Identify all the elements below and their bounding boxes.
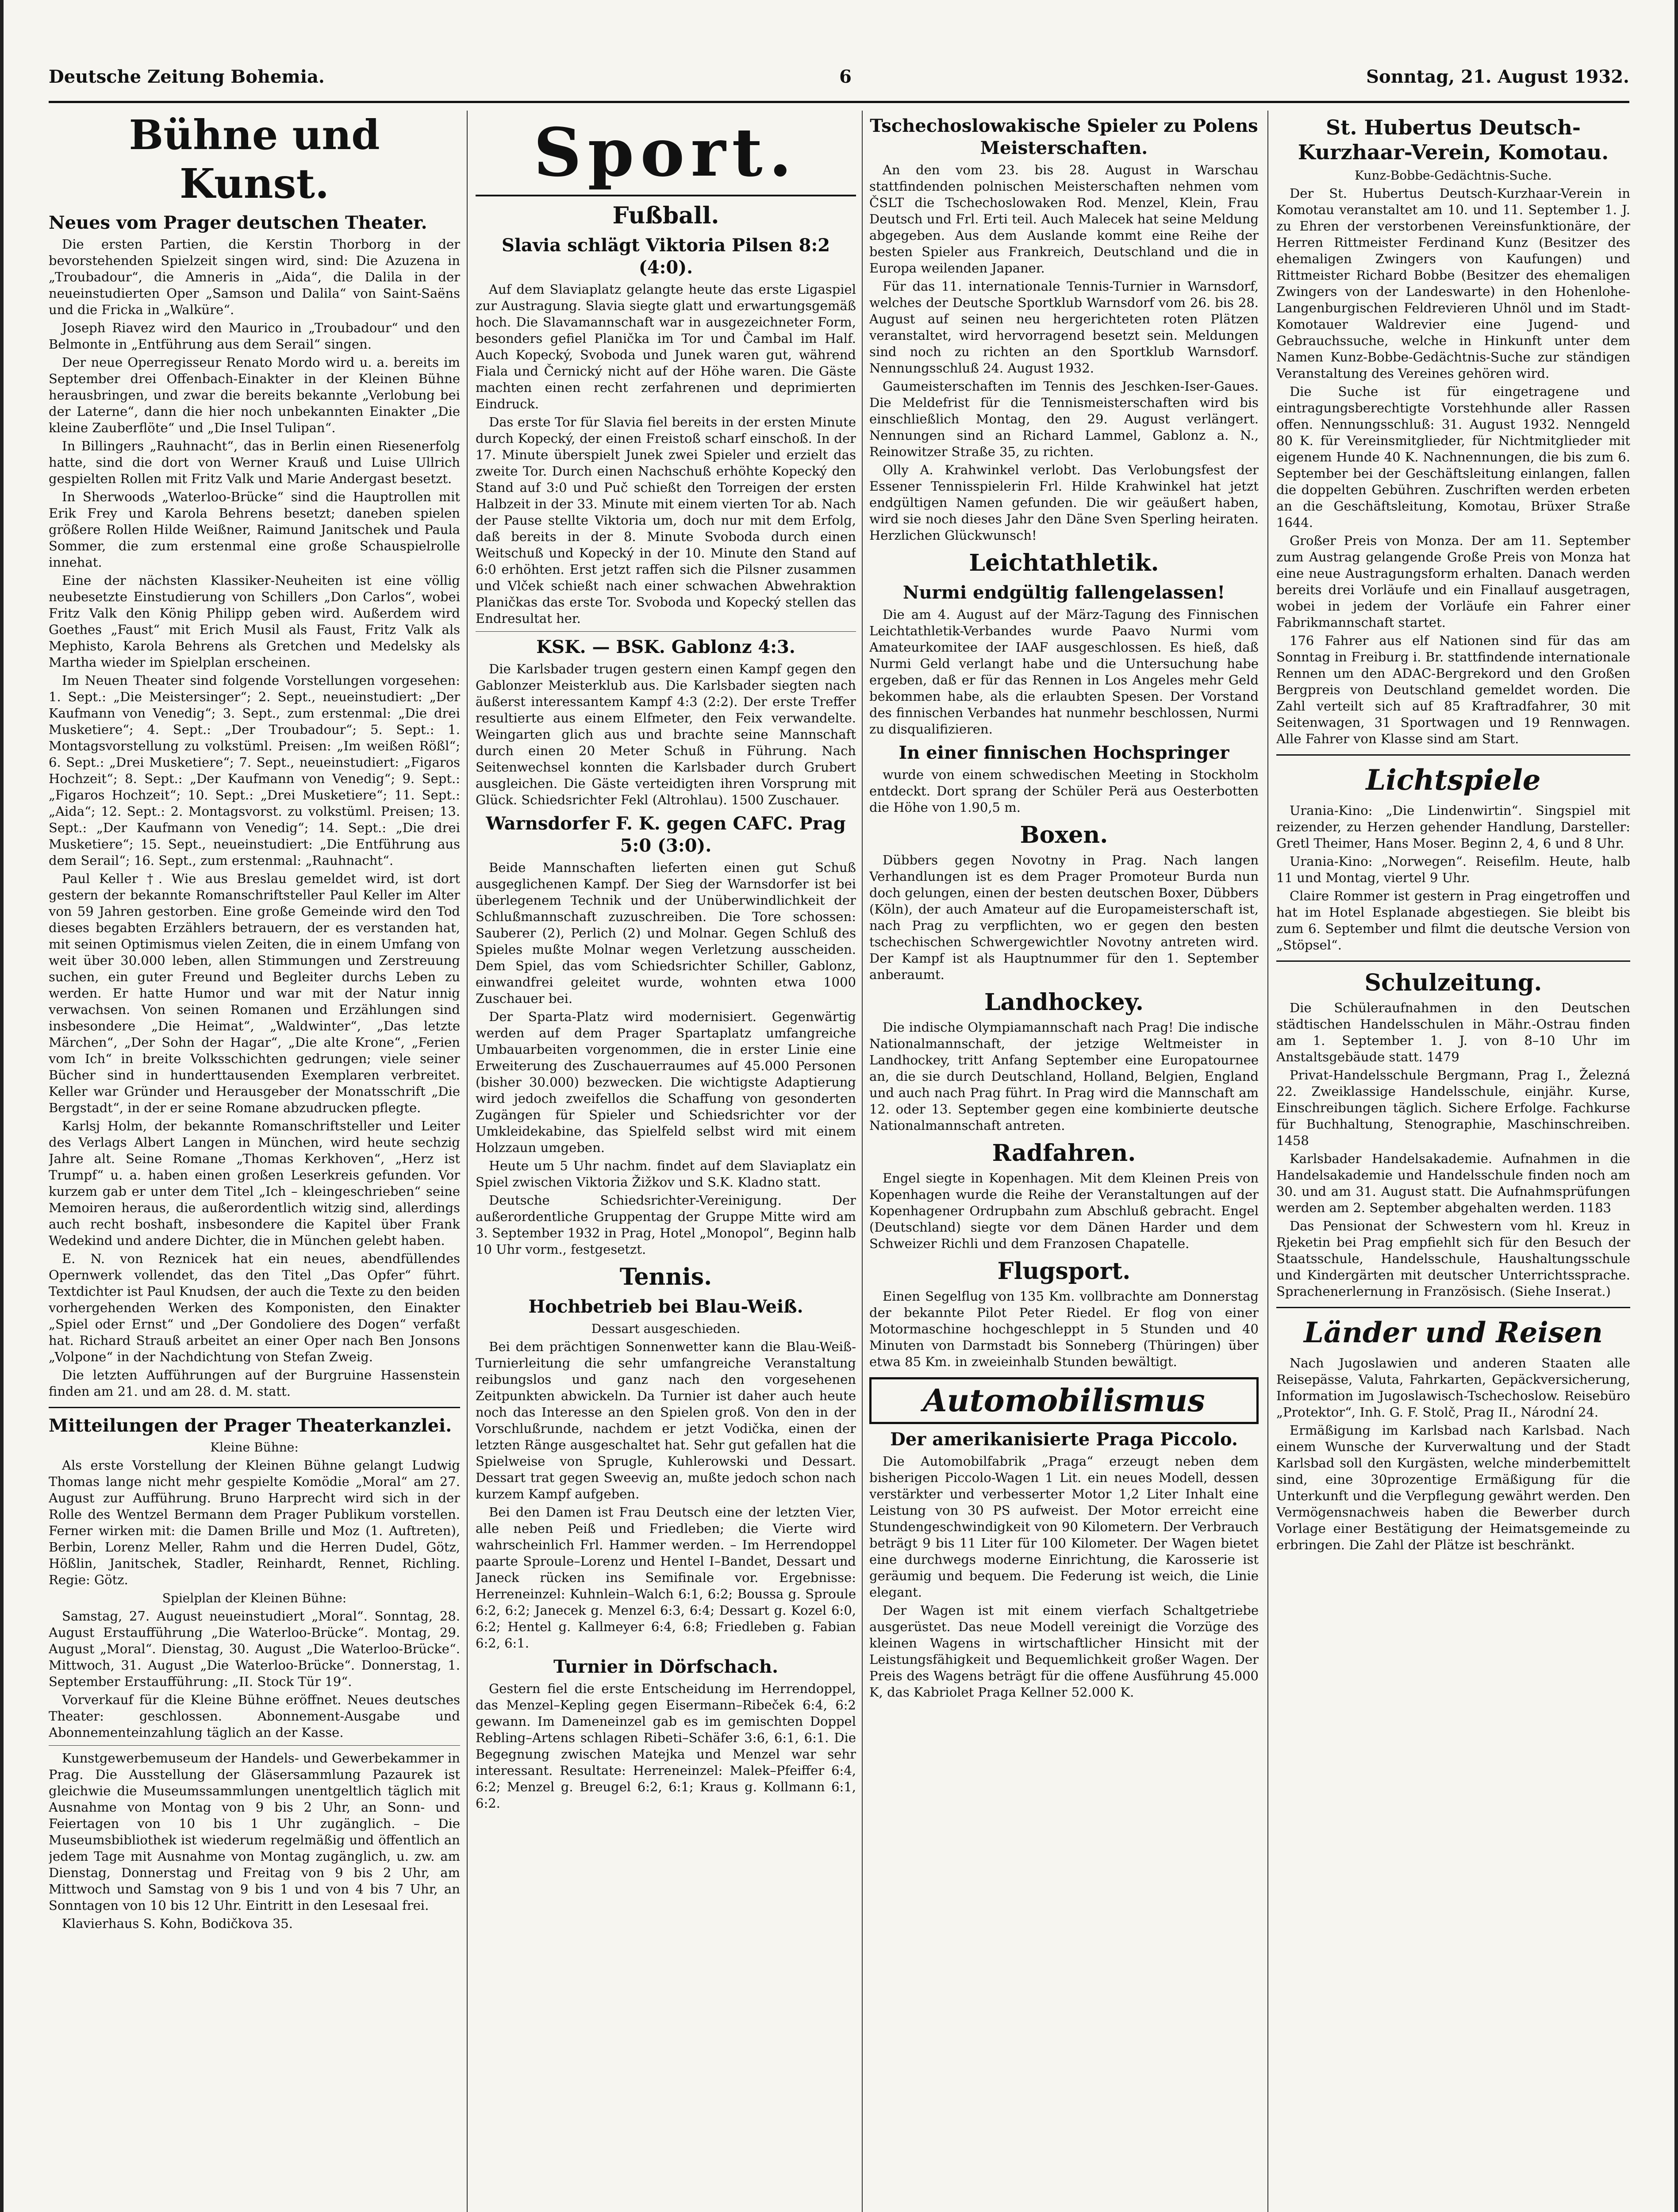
section-heading-automobilismus: Automobilismus [869,1377,1259,1424]
article-heading-theaterkanzlei: Mitteilungen der Prager Theaterkanzlei. [49,1415,452,1436]
paragraph: Olly A. Krahwinkel verlobt. Das Verlobungsfest der Essener Tennisspielerin Frl. Hilde Krahwinkel hat jetzt endgültigen Namen gefunden. Die wir geäußert haben, wird sie noch dieses Jahr den Däne Sven Sperling heiraten. Herzlichen Glückwunsch! [869,462,1259,543]
article-subheading: Kunz-Bobbe-Gedächtnis-Suche. [1355,168,1552,183]
scan-edge-right [1674,0,1678,2212]
section-heading-radfahren: Radfahren. [992,1140,1136,1167]
paragraph: Bei den Damen ist Frau Deutsch eine der letzten Vier, alle neben Peiß und Friedleben; die Vierte wird wahrscheinlich Frl. Hammer werden. – Im Herrendoppel paarte Sproule–Lorenz und Hentel I–Bandet, Dessart und Janeck rücken ins Semifinale vor. Ergebnisse: Herreneinzel: Kuhnlein–Walch 6:1, 6:2; Boussa g. Sproule 6:2, 6:2; Janecek g. Menzel 6:3, 6:4; Dessart g. Kozel 6:0, 6:2; Hentel g. Kallmeyer 6:4, 6:8; Friedleben g. Fabian 6:2, 6:1. [476,1505,856,1651]
paragraph: Bei dem prächtigen Sonnenwetter kann die Blau-Weiß-Turnierleitung die sehr umfangreiche Veranstaltung reibungslos und ganz nach den vorgesehenen Zeitpunkten abwickeln. Da Turnier ist daher auch heute noch das Interesse an den Spielen groß. Von den in der Vorschlußrunde, nachdem er jetzt Vodička, einen der letzten Ränge ausgeschaltet hat. Sehr gut gefallen hat die Spielweise von Sprugle, Kuhlerowski und Dessart. Dessart trat gegen Sweevig an, mußte jedoch schon nach kurzem Kampf aufgeben. [476,1339,856,1502]
paragraph: Engel siegte in Kopenhagen. Mit dem Kleinen Preis von Kopenhagen wurde die Reihe der Veranstaltungen auf der Kopenhagener Ordrupbahn zum Abschluß gebracht. Engel (Deutschland) siegte vor dem Dänen Harder und dem Schweizer Richli und dem Franzosen Chapatelle. [869,1171,1259,1251]
paragraph: Karlsj Holm, der bekannte Romanschriftsteller und Leiter des Verlags Albert Langen in München, wird heute sechzig Jahre alt. Seine Romane „Thomas Kerkhoven“, „Herz ist Trumpf“ u. a. haben einen großen Leserkreis gefunden. Vor kurzem gab er unter dem Titel „Ich – kleingeschrieben“ seine Memoiren heraus, die außerordentlich witzig sind, allerdings auch recht boshaft, insbesondere die Kapitel über Frank Wedekind und andere Dichter, die in München gelebt haben. [49,1118,460,1248]
paragraph: Die am 4. August auf der März-Tagung des Finnischen Leichtathletik-Verbandes wurde Paavo Nurmi vom Amateurkomitee der IAAF ausgeschlossen. Es hieß, daß Nurmi Geld verlangt habe und die Untersuchung habe ergeben, daß er für das Rennen in Los Angeles mehr Geld bekommen habe, als die erlaubten Spesen. Der Vorstand des finnischen Verbandes hat nunmehr beschlossen, Nurmi zu disqualifizieren. [869,607,1259,737]
paragraph: Das Pensionat der Schwestern vom hl. Kreuz in Rjeketin bei Prag empfiehlt sich für den Besuch der Staatsschule, Handelsschule, Haushaltungsschule und Kindergärten mit deutscher Unterrichtssprache. Sprachenerlernung in Französisch. (Siehe Inserat.) [1276,1218,1630,1299]
paragraph: Die Suche ist für eingetragene und eintragungsberechtigte Vorstehhunde aller Rassen offen. Nennungsschluß: 31. August 1932. Nenngeld 80 K. für Vereinsmitglieder, für Nichtmitglieder mit eigenem Hunde 40 K. Nachnennungen, die bis zum 6. September bei der Geschäftsleitung einlangen, fallen die doppelten Gebühren. Zuschriften werden erbeten an die Geschäftsleitung, Komotau, Brüxer Straße 1644. [1276,384,1630,530]
paragraph: Karlsbader Handelsakademie. Aufnahmen in die Handelsakademie und Handelsschule finden noch am 30. und am 31. August statt. Die Aufnahmsprüfungen werden am 2. September abgehalten werden. 1183 [1276,1151,1630,1215]
paragraph: 176 Fahrer aus elf Nationen sind für das am Sonntag in Freiburg i. Br. stattfindende internationale Rennen um den ADAC-Bergrekord und den Großen Bergpreis von Deutschland gemeldet worden. Die Zahl verteilt sich auf 85 Kraftradfahrer, 30 mit Seitenwagen, 31 Sportwagen und 19 Rennwagen. Alle Fahrer von Klasse sind am Start. [1276,633,1630,746]
paragraph: Deutsche Schiedsrichter-Vereinigung. Der außerordentliche Gruppentag der Gruppe Mitte wird am 3. September 1932 in Prag, Hotel „Monopol“, Beginn halb 10 Uhr vorm., festgesetzt. [476,1193,856,1257]
column-vereine-und-nachrichten [1276,111,1630,2212]
section-heading-tennis: Tennis. [619,1263,712,1290]
section-heading-schulzeitung: Schulzeitung. [1364,969,1542,996]
paragraph: Klavierhaus S. Kohn, Bodičkova 35. [62,1916,293,1931]
section-heading-fussball: Fußball. [612,202,719,229]
paragraph: Kunstgewerbemuseum der Handels- und Gewerbekammer in Prag. Die Ausstellung der Gläsersammlung Pazaurek ist gleichwie die Museumssammlungen unentgeltlich täglich mit Ausnahme von Montag von 9 bis 2 Uhr, an Sonn- und Feiertagen von 10 bis 1 Uhr zugänglich. – Die Museumsbibliothek ist wiederum regelmäßig und öffentlich an jedem Tage mit Ausnahme von Montag zugänglich, u. zw. am Dienstag, Donnerstag und Freitag von 9 bis 2 Uhr, am Mittwoch und Samstag von 9 bis 1 und von 4 bis 7 Uhr, an Sonntagen von 10 bis 12 Uhr. Eintritt in den Lesesaal frei. [49,1751,460,1913]
paragraph: Großer Preis von Monza. Der am 11. September zum Austrag gelangende Große Preis von Monza hat eine neue Austragungsform erhalten. Danach werden bereits drei Vorläufe und ein Finallauf ausgetragen, wobei in jedem der Vorläufe ein Fahrer einer Fabrikmannschaft startet. [1276,533,1630,630]
article-heading: In einer finnischen Hochspringer [899,742,1229,763]
paragraph: Im Neuen Theater sind folgende Vorstellungen vorgesehen: 1. Sept.: „Die Meistersinger“; 2. Sept., neueinstudiert: „Der Kaufmann von Venedig“; 3. Sept., zum erstenmal: „Die drei Musketiere“; 4. Sept.: „Der Troubadour“; 5. Sept.: 1. Montagsvorstellung zu volkstüml. Preisen: „Im weißen Rößl“; 6. Sept.: „Drei Musketiere“; 7. Sept., neueinstudiert: „Figaros Hochzeit“; 8. Sept.: „Der Kaufmann von Venedig“; 9. Sept.: „Figaros Hochzeit“; 10. Sept.: „Drei Musketiere“; 11. Sept.: „Aida“; 12. Sept.: 2. Montagsvorst. zu volkstüml. Preisen; 13. Sept.: „Der Kaufmann von Venedig“; 14. Sept.: „Die drei Musketiere“; 15. Sept., neueinstudiert: „Die Entführung aus dem Serail“; 16. Sept., zum erstenmal: „Rauhnacht“. [49,673,460,868]
section-heading-flugsport: Flugsport. [997,1258,1131,1285]
paragraph: In Sherwoods „Waterloo-Brücke“ sind die Hauptrollen mit Erik Frey und Karola Behrens besetzt; daneben spielen größere Rollen Hilde Weißner, Raimund Janitschek und Paula Sommer, die zum erstenmal eine große Schauspielrolle innehat. [49,489,460,570]
article-heading: Turnier in Dörfschach. [553,1656,779,1677]
masthead-newspaper-name: Deutsche Zeitung Bohemia. [49,66,325,87]
article-heading: Der amerikanisierte Praga Piccolo. [890,1429,1238,1450]
article-heading: Hochbetrieb bei Blau-Weiß. [528,1296,803,1317]
paragraph: Paul Keller †. Wie aus Breslau gemeldet wird, ist dort gestern der bekannte Romanschriftsteller Paul Keller im Alter von 59 Jahren gestorben. Eine große Gemeinde wird den Tod dieses begabten Erzählers betrauern, der es verstanden hat, mit seinen Optimismus vielen Zeiten, die in einem Umfang von weit über 30.000 leben, allen Stimmungen und Zerstreuung suchen, ein guter Freund und Begleiter durchs Leben zu werden. Er hatte Humor und war mit der Natur innig verwachsen. Von seinen Romanen und Erzählungen sind insbesondere „Die Heimat“, „Waldwinter“, „Das letzte Märchen“, „Der Sohn der Hagar“, „Die alte Krone“, „Ferien vom Ich“ in breite Volksschichten gedrungen; viele seiner Bücher sind in hunderttausenden Exemplaren verbreitet. Keller war Gründer und Herausgeber der Monatsschrift „Die Bergstadt“, in der er seine Romane abzudrucken pflegte. [49,871,460,1115]
paragraph: Die indische Olympiamannschaft nach Prag! Die indische Nationalmannschaft, der jetzige Weltmeister in Landhockey, tritt Anfang September eine Europatournee an, die sie durch Deutschland, Holland, Belgien, England und auch nach Prag führt. In Prag wird die Mannschaft am 12. oder 13. September gegen eine kombinierte deutsche Nationalmannschaft antreten. [869,1020,1259,1133]
paragraph: Vorverkauf für die Kleine Bühne eröffnet. Neues deutsches Theater: geschlossen. Abonnement-Ausgabe und Abonnementeinzahlung täglich an der Kasse. [49,1692,460,1740]
paragraph: Als erste Vorstellung der Kleinen Bühne gelangt Ludwig Thomas lange nicht mehr gespielte Komödie „Moral“ am 27. August zur Aufführung. Bruno Harprecht wird sich in der Rolle des Wentzel Bermann dem Prager Publikum vorstellen. Ferner wirken mit: die Damen Brille und Moz (1. Auftreten), Berbin, Lorenz Meller, Rahm und die Herren Dudel, Götz, Hößlin, Janitschek, Stadler, Reinhardt, Rennet, Richling. Regie: Götz. [49,1458,460,1587]
column-rule-2 [862,111,863,2212]
divider [1276,960,1630,962]
divider [49,1407,460,1408]
article-heading-hubertus: St. Hubertus Deutsch-Kurzhaar-Verein, Komotau. [1298,115,1609,164]
paragraph: Gaumeisterschaften im Tennis des Jeschken-Iser-Gaues. Die Meldefrist für die Tennismeisterschaften wird bis einschließlich Montag, den 29. August verlängert. Nennungen sind an Richard Lammel, Gablonz a. N., Reinowitzer Straße 35, zu richten. [869,379,1259,459]
paragraph: Joseph Riavez wird den Maurico in „Troubadour“ und den Belmonte in „Entführung aus dem Serail“ singen. [49,320,460,352]
paragraph: Heute um 5 Uhr nachm. findet auf dem Slaviaplatz ein Spiel zwischen Viktoria Žižkov und S.K. Kladno statt. [476,1158,856,1190]
scan-edge-left [0,0,4,2212]
paragraph: Nach Jugoslawien und anderen Staaten alle Reisepässe, Valuta, Fahrkarten, Gepäckversicherung, Information im Jugoslawisch-Tschechoslow. Reisebüro „Protektor“, Inh. G. F. Stolč, Prag II., Národní 24. [1276,1356,1630,1420]
paragraph: Samstag, 27. August neueinstudiert „Moral“. Sonntag, 28. August Erstaufführung „Die Waterloo-Brücke“. Montag, 29. August „Moral“. Dienstag, 30. August „Die Waterloo-Brücke“. Mittwoch, 31. August „Die Waterloo-Brücke“. Donnerstag, 1. September Erstaufführung: „II. Stock Tür 19“. [49,1609,460,1689]
paragraph: Die Schüleraufnahmen in den Deutschen städtischen Handelsschulen in Mähr.-Ostrau finden am 1. September 1. J. von 8–10 Uhr im Anstaltsgebäude statt. 1479 [1276,1000,1630,1064]
paragraph: Urania-Kino: „Norwegen“. Reisefilm. Heute, halb 11 und Montag, viertel 9 Uhr. [1276,854,1630,885]
paragraph: Der Wagen ist mit einem vierfach Schaltgetriebe ausgerüstet. Das neue Modell vereinigt die Vorzüge des kleinen Wagens in wirtschaftlicher Hinsicht mit der Leistungsfähigkeit und Bequemlichkeit großer Wagen. Der Preis des Wagens beträgt für die offene Ausführung 45.000 K, das Kabriolet Praga Kellner 52.000 K. [869,1603,1259,1700]
section-heading-landhockey: Landhockey. [984,989,1144,1016]
article-heading: KSK. — BSK. Gablonz 4:3. [536,637,795,657]
paragraph: Der Sparta-Platz wird modernisiert. Gegenwärtig werden auf dem Prager Spartaplatz umfangreiche Umbauarbeiten vorgenommen, die in erster Linie eine Erweiterung des Zuschauerraumes auf 45.000 Personen (bisher 30.000) bezwecken. Die wichtigste Adaptierung wird jedoch zweifellos die Schaffung von gesonderten Zugängen für Spieler und Schiedsrichter vor der Umkleidekabine, das Spielfeld selbst wird mit einem Holzzaun umgeben. [476,1009,856,1155]
paragraph: Der St. Hubertus Deutsch-Kurzhaar-Verein in Komotau veranstaltet am 10. und 11. September 1. J. zu Ehren der verstorbenen Vereinsfunktionäre, der Herren Rittmeister Ferdinand Kunz (Besitzer des ehemaligen Zwingers von Kaufungen) und Rittmeister Richard Bobbe (Besitzer des ehemaligen Zwingers von der Landeswarte) in den Hohenlohe-Langenburgischen Feldrevieren Uhnöl und im Stadt-Komotauer Waldrevier eine Jugend- und Gebrauchssuche, welche in Hinkunft unter dem Namen Kunz-Bobbe-Gedächtnis-Suche zur ständigen Veranstaltung des Vereines gehören wird. [1276,186,1630,381]
column-sport-continued [869,111,1259,2212]
masthead-date: Sonntag, 21. August 1932. [1366,66,1629,87]
article-heading: Warnsdorfer F. K. gegen CAFC. Prag 5:0 (3:0). [486,813,846,856]
section-heading-boxen: Boxen. [1020,822,1108,849]
paragraph: E. N. von Reznicek hat ein neues, abendfüllendes Opernwerk vollendet, das den Titel „Das Opfer“ führt. Textdichter ist Paul Knudsen, der auch die Texte zu den beiden vorhergehenden Werken des Komponisten, den Einakter „Spiel oder Ernst“ und „Der Gondoliere des Dogen“ verfaßt hat. Richard Strauß arbeitet an einer Oper nach Ben Jonsons „Volpone“ in der Nachdichtung von Stefan Zweig. [49,1251,460,1364]
paragraph: Dübbers gegen Novotny in Prag. Nach langen Verhandlungen ist es dem Prager Promoteur Burda nun doch gelungen, einen der besten deutschen Boxer, Dübbers (Köln), der auch Amateur auf die Europameisterschaft ist, nach Prag zu verpflichten, wo er gegen den besten tschechischen Schwergewichtler Novotny antreten wird. Der Kampf ist als Hauptnummer für den 1. September anberaumt. [869,853,1259,982]
section-heading-laender-und-reisen: Länder und Reisen [1303,1316,1603,1349]
article-heading: Slavia schlägt Viktoria Pilsen 8:2 (4:0). [501,235,830,278]
paragraph: Auf dem Slaviaplatz gelangte heute das erste Ligaspiel zur Austragung. Slavia siegte glatt und erwartungsgemäß hoch. Die Slavamannschaft war in ausgezeichneter Form, besonders gefiel Planička im Tor und Čambal im Half. Auch Kopecký, Svoboda und Junek waren gut, während Fiala und Černický nicht auf der Höhe waren. Die Gäste machten einen recht zerfahrenen und deprimierten Eindruck. [476,282,856,411]
paragraph: Gestern fiel die erste Entscheidung im Herrendoppel, das Menzel–Kepling gegen Eisermann–Ribeček 6:4, 6:2 gewann. Im Dameneinzel gab es im gemischten Doppel Rebling–Artens schlagen Ribeti–Schäfer 3:6, 6:1, 6:1. Die Begegnung zwischen Matejka und Menzel war sehr interessant. Resultate: Herreneinzel: Malek–Pfeiffer 6:4, 6:2; Menzel g. Breugel 6:2, 6:1; Kraus g. Kollmann 6:1, 6:2. [476,1681,856,1811]
paragraph: Der neue Operregisseur Renato Mordo wird u. a. bereits im September drei Offenbach-Einakter in der Kleinen Bühne herausbringen, und zwar die bereits bekannte „Verlobung bei der Laterne“, dann die hier noch unbekannten Einakter „Die kleine Zauberflöte“ und „Die Insel Tulipan“. [49,355,460,435]
paragraph: Die letzten Aufführungen auf der Burgruine Hassenstein finden am 21. und am 28. d. M. statt. [49,1367,460,1399]
paragraph: In Billingers „Rauhnacht“, das in Berlin einen Riesenerfolg hatte, sind die dort von Werner Krauß und Luise Ullrich gespielten Rollen mit Fritz Valk und Marie Andergast besetzt. [49,438,460,486]
paragraph: An den vom 23. bis 28. August in Warschau stattfindenden polnischen Meisterschaften nehmen vom ČSLT die Tschechoslowaken Rod. Menzel, Klein, Frau Deutsch und Frl. Erti teil. Auch Malecek hat seine Meldung abgegeben. Aus dem Auslande kommt eine Reihe der besten Spieler aus Frankreich, Deutschland und die in Europa weilenden Japaner. [869,162,1259,276]
paragraph: Das erste Tor für Slavia fiel bereits in der ersten Minute durch Kopecký, der einen Freistoß scharf einschoß. In der 17. Minute überspielt Junek zwei Spieler und erzielt das zweite Tor. Durch einen Nachschuß erhöhte Kopecký den Stand auf 3:0 und Puč schießt den Torreigen der ersten Halbzeit in der 33. Minute mit einem vierten Tor ab. Nach der Pause stellte Viktoria um, doch nur mit dem Erfolg, daß bereits in der 8. Minute Svoboda durch einen Weitschuß und Kopecký in der 10. Minute den Stand auf 6:0 erhöhten. Erst jetzt raffen sich die Pilsner zusammen und Vlček schießt nach einer schwachen Abwehraktion Planičkas das erste Tor. Svoboda und Kopecký stellen das Endresultat her. [476,415,856,626]
section-title-buehne: Bühne und Kunst. [129,111,380,207]
divider [1276,1307,1630,1308]
paragraph: Beide Mannschaften lieferten einen gut Schuß ausgeglichenen Kampf. Der Sieg der Warnsdorfer ist bei überlegenem Technik und der Unüberwindlichkeit der Schlußmannschaft zuzuschreiben. Die Tore schossen: Sauberer (2), Perlich (2) und Molnar. Gegen Schluß des Spieles mußte Molnar wegen Verletzung ausscheiden. Dem Spiel, das vom Schiedsrichter Schiller, Gablonz, einwandfrei geleitet wurde, wohnten etwa 1000 Zuschauer bei. [476,860,856,1006]
article-heading: Nurmi endgültig fallengelassen! [902,582,1225,603]
subheading-kleine-buehne: Kleine Bühne: [210,1440,299,1455]
paragraph: Die Automobilfabrik „Praga“ erzeugt neben dem bisherigen Piccolo-Wagen 1 Lit. ein neues Modell, dessen verstärkter und verbesserter Motor 1,2 Liter Inhalt eine Leistung von 30 PS aufweist. Der Motor erreicht eine Stundengeschwindigkeit von 90 Kilometern. Der Verbrauch beträgt 9 bis 11 Liter für 100 Kilometer. Der Wagen bietet eine durchwegs moderne Einrichtung, die Karosserie ist geräumig und bequem. Die Federung ist weich, die Linie elegant. [869,1454,1259,1600]
column-buehne-und-kunst [49,111,460,2212]
section-heading-leichtathletik: Leichtathletik. [969,549,1159,576]
article-subheading: Dessart ausgeschieden. [591,1321,741,1336]
subheading-spielplan: Spielplan der Kleinen Bühne: [162,1591,347,1605]
paragraph: Einen Segelflug von 135 Km. vollbrachte am Donnerstag der bekannte Pilot Peter Riedel. Er flog von einer Motormaschine hochgeschleppt in 5 Stunden und 40 Minuten von Darmstadt bis Sonneberg (Thüringen) über etwa 85 Km. in zweieinhalb Stunden bewältigt. [869,1289,1259,1369]
paragraph: Die Karlsbader trugen gestern einen Kampf gegen den Gablonzer Meisterklub aus. Die Karlsbader siegten nach äußerst interessantem Kampf 4:3 (2:2). Der erste Treffer resultierte aus einem Elfmeter, den Feix verwandelte. Weingarten glich aus und brachte seine Mannschaft durch einen 20 Meter Schuß in Führung. Nach Seitenwechsel konnten die Karlsbader durch Grubert ausgleichen. Die Gäste verteidigten ihren Vorsprung mit Glück. Schiedsrichter Fekl (Altrohlau). 1500 Zuschauer. [476,661,856,807]
masthead-page-number: 6 [839,66,852,87]
masthead [49,66,1629,93]
divider [1276,754,1630,756]
paragraph: Ermäßigung im Karlsbad nach Karlsbad. Nach einem Wunsche der Kurverwaltung und der Stadt Karlsbad soll den Kurgästen, welche minderbemittelt sind, eine 30prozentige Ermäßigung für die Unterkunft und die Verpflegung gewährt werden. Den Vermögensnachweis haben die Bewerber durch Vorlage einer Bestätigung der Heimatsgemeinde zu erbringen. Die Zahl der Plätze ist beschränkt. [1276,1423,1630,1552]
column-sport [476,111,856,2212]
paragraph: Privat-Handelsschule Bergmann, Prag I., Železná 22. Zweiklassige Handelsschule, einjähr. Kurse, Einschreibungen täglich. Sichere Erfolge. Fachkurse für Buchhaltung, Stenographie, Maschinschreiben. 1458 [1276,1068,1630,1148]
divider [49,1745,460,1746]
column-rule-3 [1267,111,1268,2212]
section-title-sport: Sport. [476,111,856,196]
paragraph: Die ersten Partien, die Kerstin Thorborg in der bevorstehenden Spielzeit singen wird, sind: Die Azuzena in „Troubadour“, die Amneris in „Aida“, die Dalila in der neueinstudierten Oper „Samson und Dalila“ von Saint-Saëns und die Fricka in „Walküre“. [49,237,460,317]
paragraph: Claire Rommer ist gestern in Prag eingetroffen und hat im Hotel Esplanade abgestiegen. Sie bleibt bis zum 6. September und filmt die deutsche Version von „Stöpsel“. [1276,888,1630,952]
column-rule-1 [467,111,468,2212]
masthead-rule [49,101,1629,103]
paragraph: Eine der nächsten Klassiker-Neuheiten ist eine völlig neubesetzte Einstudierung von Schillers „Don Carlos“, wobei Fritz Valk den König Philipp geben wird. Außerdem wird Goethes „Faust“ mit Erich Musil als Faust, Fritz Valk als Mephisto, Karola Behrens als Gretchen und Medelsky als Martha wieder im Spielplan erscheinen. [49,573,460,670]
article-heading: Tschechoslowakische Spieler zu Polens Meisterschaften. [870,115,1258,158]
section-heading-lichtspiele: Lichtspiele [1366,764,1541,797]
paragraph: wurde von einem schwedischen Meeting in Stockholm entdeckt. Dort sprang der Schüler Perä aus Oesterbotten die Höhe von 1.90,5 m. [869,767,1259,815]
divider [476,631,856,632]
article-heading-prager-theater: Neues vom Prager deutschen Theater. [49,212,427,233]
paragraph: Für das 11. internationale Tennis-Turnier in Warnsdorf, welches der Deutsche Sportklub Warnsdorf vom 26. bis 28. August auf seinen neu hergerichteten roten Plätzen veranstaltet, wird hervorragend besetzt sein. Meldungen sind noch zu richten an den Sportklub Warnsdorf. Nennungsschluß 24. August 1932. [869,279,1259,376]
paragraph: Urania-Kino: „Die Lindenwirtin“. Singspiel mit reizender, zu Herzen gehender Handlung, Darsteller: Gretl Theimer, Hans Moser. Beginn 2, 4, 6 und 8 Uhr. [1276,803,1630,851]
